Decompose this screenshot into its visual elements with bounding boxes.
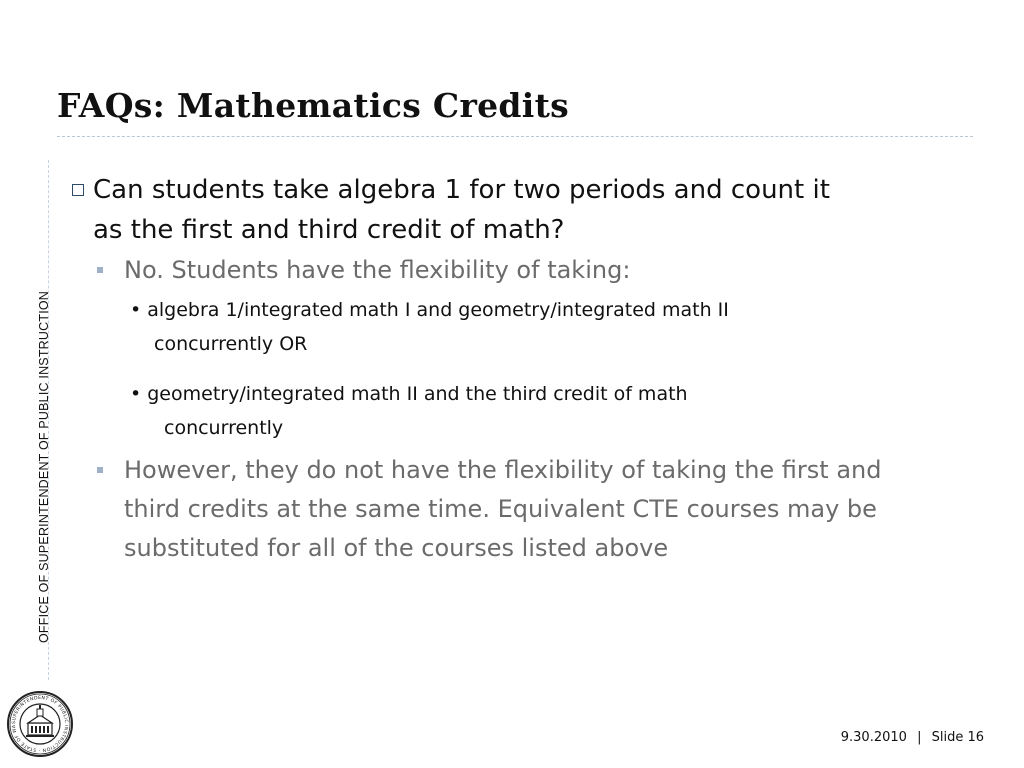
page-title: FAQs: Mathematics Credits — [57, 86, 570, 125]
footer-date: 9.30.2010 — [840, 730, 907, 745]
option-1-line-2: concurrently OR — [154, 333, 308, 355]
seal-text: SUPERINTENDENT OF PUBLIC INSTRUCTION · STATE OF WA — [11, 695, 69, 753]
answer-2-line-1: However, they do not have the flexibility of taking the first and — [124, 456, 882, 484]
option-1-line-1: • algebra 1/integrated math I and geometry/integrated math II — [130, 299, 729, 321]
option-2-line-1: • geometry/integrated math II and the third credit of math — [130, 383, 688, 405]
checkbox-square-icon — [72, 184, 84, 196]
answer-1-text: No. Students have the flexibility of taking: — [124, 256, 631, 284]
ospi-seal-icon — [6, 690, 74, 758]
question-line-2: as the first and third credit of math? — [93, 215, 565, 245]
slide-footer — [841, 730, 984, 745]
question-item — [66, 170, 948, 250]
option-2-line-2: concurrently — [164, 417, 284, 439]
option-item-2 — [66, 377, 890, 445]
title-divider — [57, 136, 973, 137]
small-square-icon — [97, 267, 103, 273]
question-line-1: Can students take algebra 1 for two periods and count it — [93, 175, 830, 205]
slide-content — [66, 170, 966, 568]
answer-item-2 — [66, 451, 924, 568]
footer-separator: | — [917, 730, 922, 745]
side-organization-label: OFFICE OF SUPERINTENDENT OF PUBLIC INSTRUCTION — [37, 290, 51, 644]
option-item-1 — [66, 293, 890, 361]
small-square-icon — [97, 467, 103, 473]
answer-2-line-3: substituted for all of the courses listed above — [124, 534, 669, 562]
footer-slide-number: Slide 16 — [931, 730, 984, 745]
answer-item-1 — [66, 251, 924, 290]
answer-2-line-2: third credits at the same time. Equivalent CTE courses may be — [124, 495, 877, 523]
